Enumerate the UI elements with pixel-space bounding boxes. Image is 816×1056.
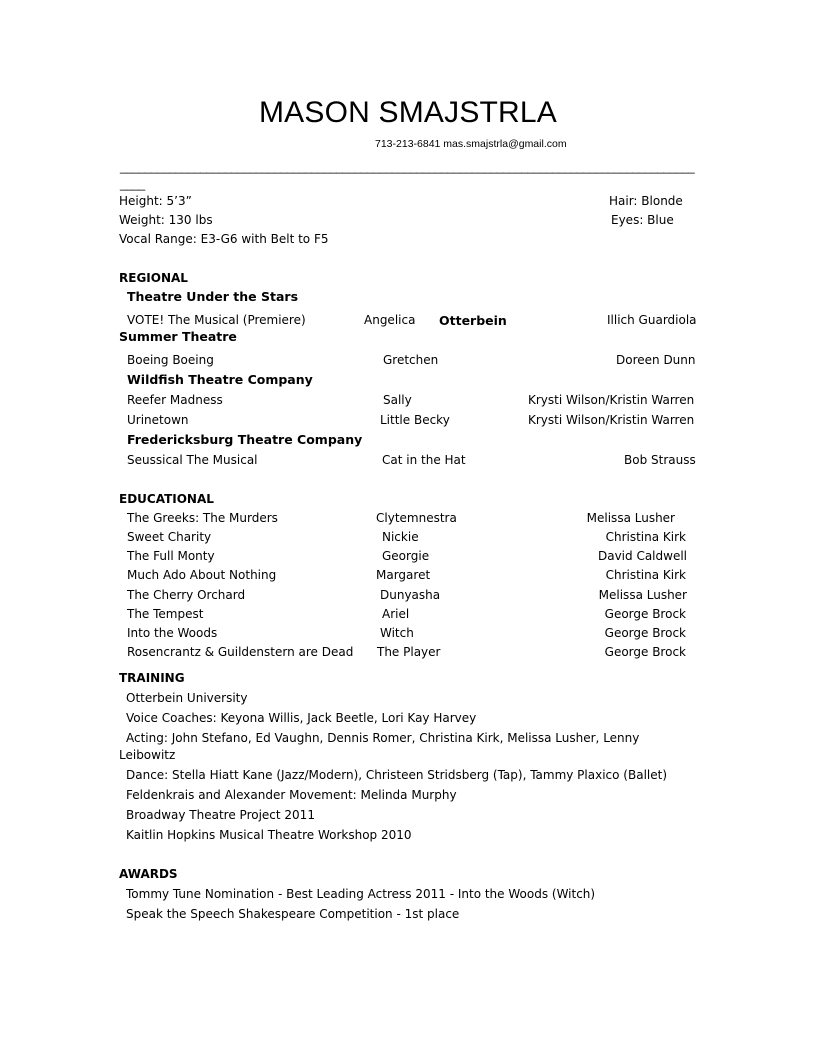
edu-director: Melissa Lusher	[586, 511, 675, 525]
credit-role: Little Becky	[380, 413, 450, 427]
credit-role: Angelica	[364, 313, 416, 327]
credit-director: Illich Guardiola	[607, 313, 697, 327]
edu-director: George Brock	[604, 607, 686, 621]
edu-director: David Caldwell	[597, 549, 687, 563]
edu-director: George Brock	[604, 626, 686, 640]
edu-role: Margaret	[376, 568, 431, 582]
company-wildfish: Wildfish Theatre Company	[127, 372, 313, 387]
award-item: Tommy Tune Nomination - Best Leading Actress 2011 - Into the Woods (Witch)	[126, 887, 596, 901]
contact-info: 713-213-6841 mas.smajstrla@gmail.com	[375, 138, 567, 150]
award-item: Speak the Speech Shakespeare Competition - 1st place	[126, 907, 460, 921]
edu-show: The Greeks: The Murders	[127, 511, 278, 525]
header-rule: _____________________________________________________________________________________________	[120, 160, 695, 174]
credit-role: Cat in the Hat	[382, 453, 466, 467]
company-otterbein: Otterbein	[439, 313, 507, 328]
edu-director: George Brock	[604, 645, 686, 659]
height-stat: Height: 5’3”	[119, 194, 192, 208]
company-summer-theatre: Summer Theatre	[119, 329, 237, 344]
edu-role: Ariel	[382, 607, 410, 621]
edu-role: Georgie	[382, 549, 430, 563]
credit-director: Doreen Dunn	[616, 353, 696, 367]
edu-show: The Full Monty	[127, 549, 215, 563]
training-item: Otterbein University	[126, 691, 248, 705]
training-item: Broadway Theatre Project 2011	[126, 808, 315, 822]
credit-show: Reefer Madness	[127, 393, 223, 407]
credit-show: Boeing Boeing	[127, 353, 214, 367]
regional-heading: REGIONAL	[119, 271, 188, 285]
training-item: Voice Coaches: Keyona Willis, Jack Beetle, Lori Kay Harvey	[126, 711, 477, 725]
header-rule-tail: ____	[120, 177, 145, 191]
credit-role: Sally	[383, 393, 412, 407]
training-item: Feldenkrais and Alexander Movement: Melinda Murphy	[126, 788, 457, 802]
vocal-range-stat: Vocal Range: E3-G6 with Belt to F5	[119, 232, 329, 246]
edu-show: The Tempest	[127, 607, 204, 621]
resume-name: MASON SMAJSTRLA	[258, 96, 558, 129]
credit-show: Urinetown	[127, 413, 189, 427]
company-tuts: Theatre Under the Stars	[127, 289, 299, 304]
edu-role: Witch	[380, 626, 414, 640]
edu-role: Nickie	[382, 530, 419, 544]
edu-director: Christina Kirk	[605, 568, 686, 582]
edu-director: Melissa Lusher	[598, 588, 687, 602]
edu-show: The Cherry Orchard	[127, 588, 246, 602]
edu-show: Into the Woods	[127, 626, 218, 640]
training-item-continued: Leibowitz	[119, 748, 176, 762]
hair-stat: Hair: Blonde	[609, 194, 683, 208]
awards-heading: AWARDS	[119, 867, 178, 881]
credit-director: Bob Strauss	[624, 453, 696, 467]
eyes-stat: Eyes: Blue	[611, 213, 674, 227]
edu-director: Christina Kirk	[605, 530, 686, 544]
training-item: Acting: John Stefano, Ed Vaughn, Dennis Romer, Christina Kirk, Melissa Lusher, Lenny	[126, 731, 640, 745]
weight-stat: Weight: 130 lbs	[119, 213, 213, 227]
credit-director: Krysti Wilson/Kristin Warren	[528, 413, 695, 427]
company-fredericksburg: Fredericksburg Theatre Company	[127, 432, 363, 447]
edu-role: The Player	[377, 645, 441, 659]
credit-show: VOTE! The Musical (Premiere)	[127, 313, 306, 327]
edu-show: Sweet Charity	[127, 530, 212, 544]
educational-heading: EDUCATIONAL	[119, 492, 214, 506]
credit-show: Seussical The Musical	[127, 453, 258, 467]
edu-role: Dunyasha	[380, 588, 441, 602]
edu-show: Rosencrantz & Guildenstern are Dead	[127, 645, 354, 659]
training-item: Dance: Stella Hiatt Kane (Jazz/Modern), Christeen Stridsberg (Tap), Tammy Plaxico (Ballet)	[126, 768, 668, 782]
edu-role: Clytemnestra	[376, 511, 457, 525]
credit-director: Krysti Wilson/Kristin Warren	[528, 393, 695, 407]
training-item: Kaitlin Hopkins Musical Theatre Workshop 2010	[126, 828, 412, 842]
credit-role: Gretchen	[383, 353, 439, 367]
training-heading: TRAINING	[119, 671, 185, 685]
edu-show: Much Ado About Nothing	[127, 568, 277, 582]
